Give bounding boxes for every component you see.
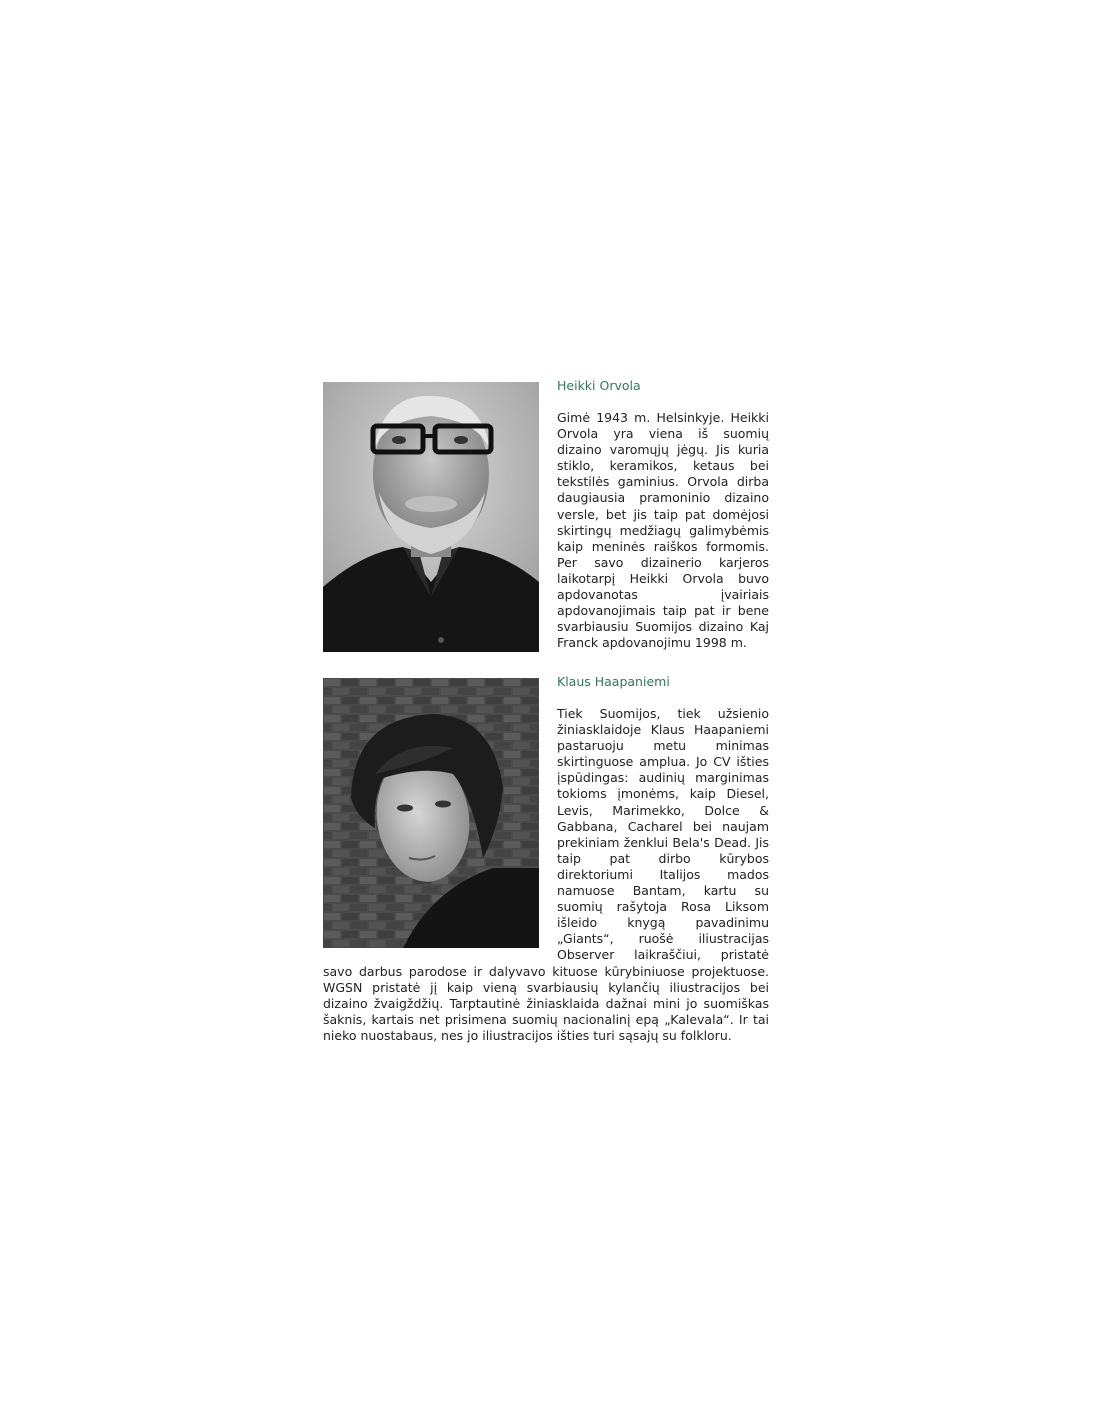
profile-klaus-haapaniemi <box>323 674 769 1044</box>
portrait-photo-heikki-orvola <box>323 382 539 652</box>
profile-name: Klaus Haapaniemi <box>557 674 670 689</box>
profile-heikki-orvola <box>323 378 769 654</box>
profile-name: Heikki Orvola <box>557 378 641 393</box>
designers-section <box>323 378 769 1044</box>
profile-bio: Gimė 1943 m. Helsinkyje. Heikki Orvola yra viena iš suomių dizaino varomųjų jėgų. Jis kuria stiklo, keramikos, ketaus bei tekstilės gaminius. Orvola dirba daugiausia pramoninio dizaino versle, bet jis taip pat domėjosi skirtingų medžiagų galimybėmis kaip meninės raiškos formomis. Per savo dizainerio karjeros laikotarpį Heikki Orvola buvo apdovanotas įvairiais apdovanojimais taip pat ir bene svarbiausiu Suomijos dizaino Kaj Franck apdovanojimu 1998 m. <box>557 410 769 651</box>
portrait-photo-klaus-haapaniemi <box>323 678 539 948</box>
profile-bio: Tiek Suomijos, tiek užsienio žiniasklaidoje Klaus Haapaniemi pastaruoju metu minimas skirtinguose amplua. Jo CV išties įspūdingas: audinių marginimas tokioms įmonėms, kaip Diesel, Levis, Marimekko, Dolce & Gabbana, Cacharel bei naujam prekiniam ženklui Bela's Dead. Jis taip pat dirbo kūrybos direktoriumi Italijos mados namuose Bantam, kartu su suomių rašytoja Rosa Liksom išleido knygą pavadinimu „Giants“, ruošė iliustracijas Observer laikraščiui, pristatė savo darbus parodose ir dalyvavo kituose kūrybiniuose projektuose. WGSN pristatė jį kaip vieną svarbiausių kylančių iliustracijos bei dizaino žvaigždžių. Tarptautinė žiniasklaida dažnai mini jo suomiškas šaknis, kartais net prisimena suomių nacionalinį epą „Kalevala“. Ir tai nieko nuostabaus, nes jo iliustracijos išties turi sąsajų su folkloru. <box>323 706 769 1043</box>
